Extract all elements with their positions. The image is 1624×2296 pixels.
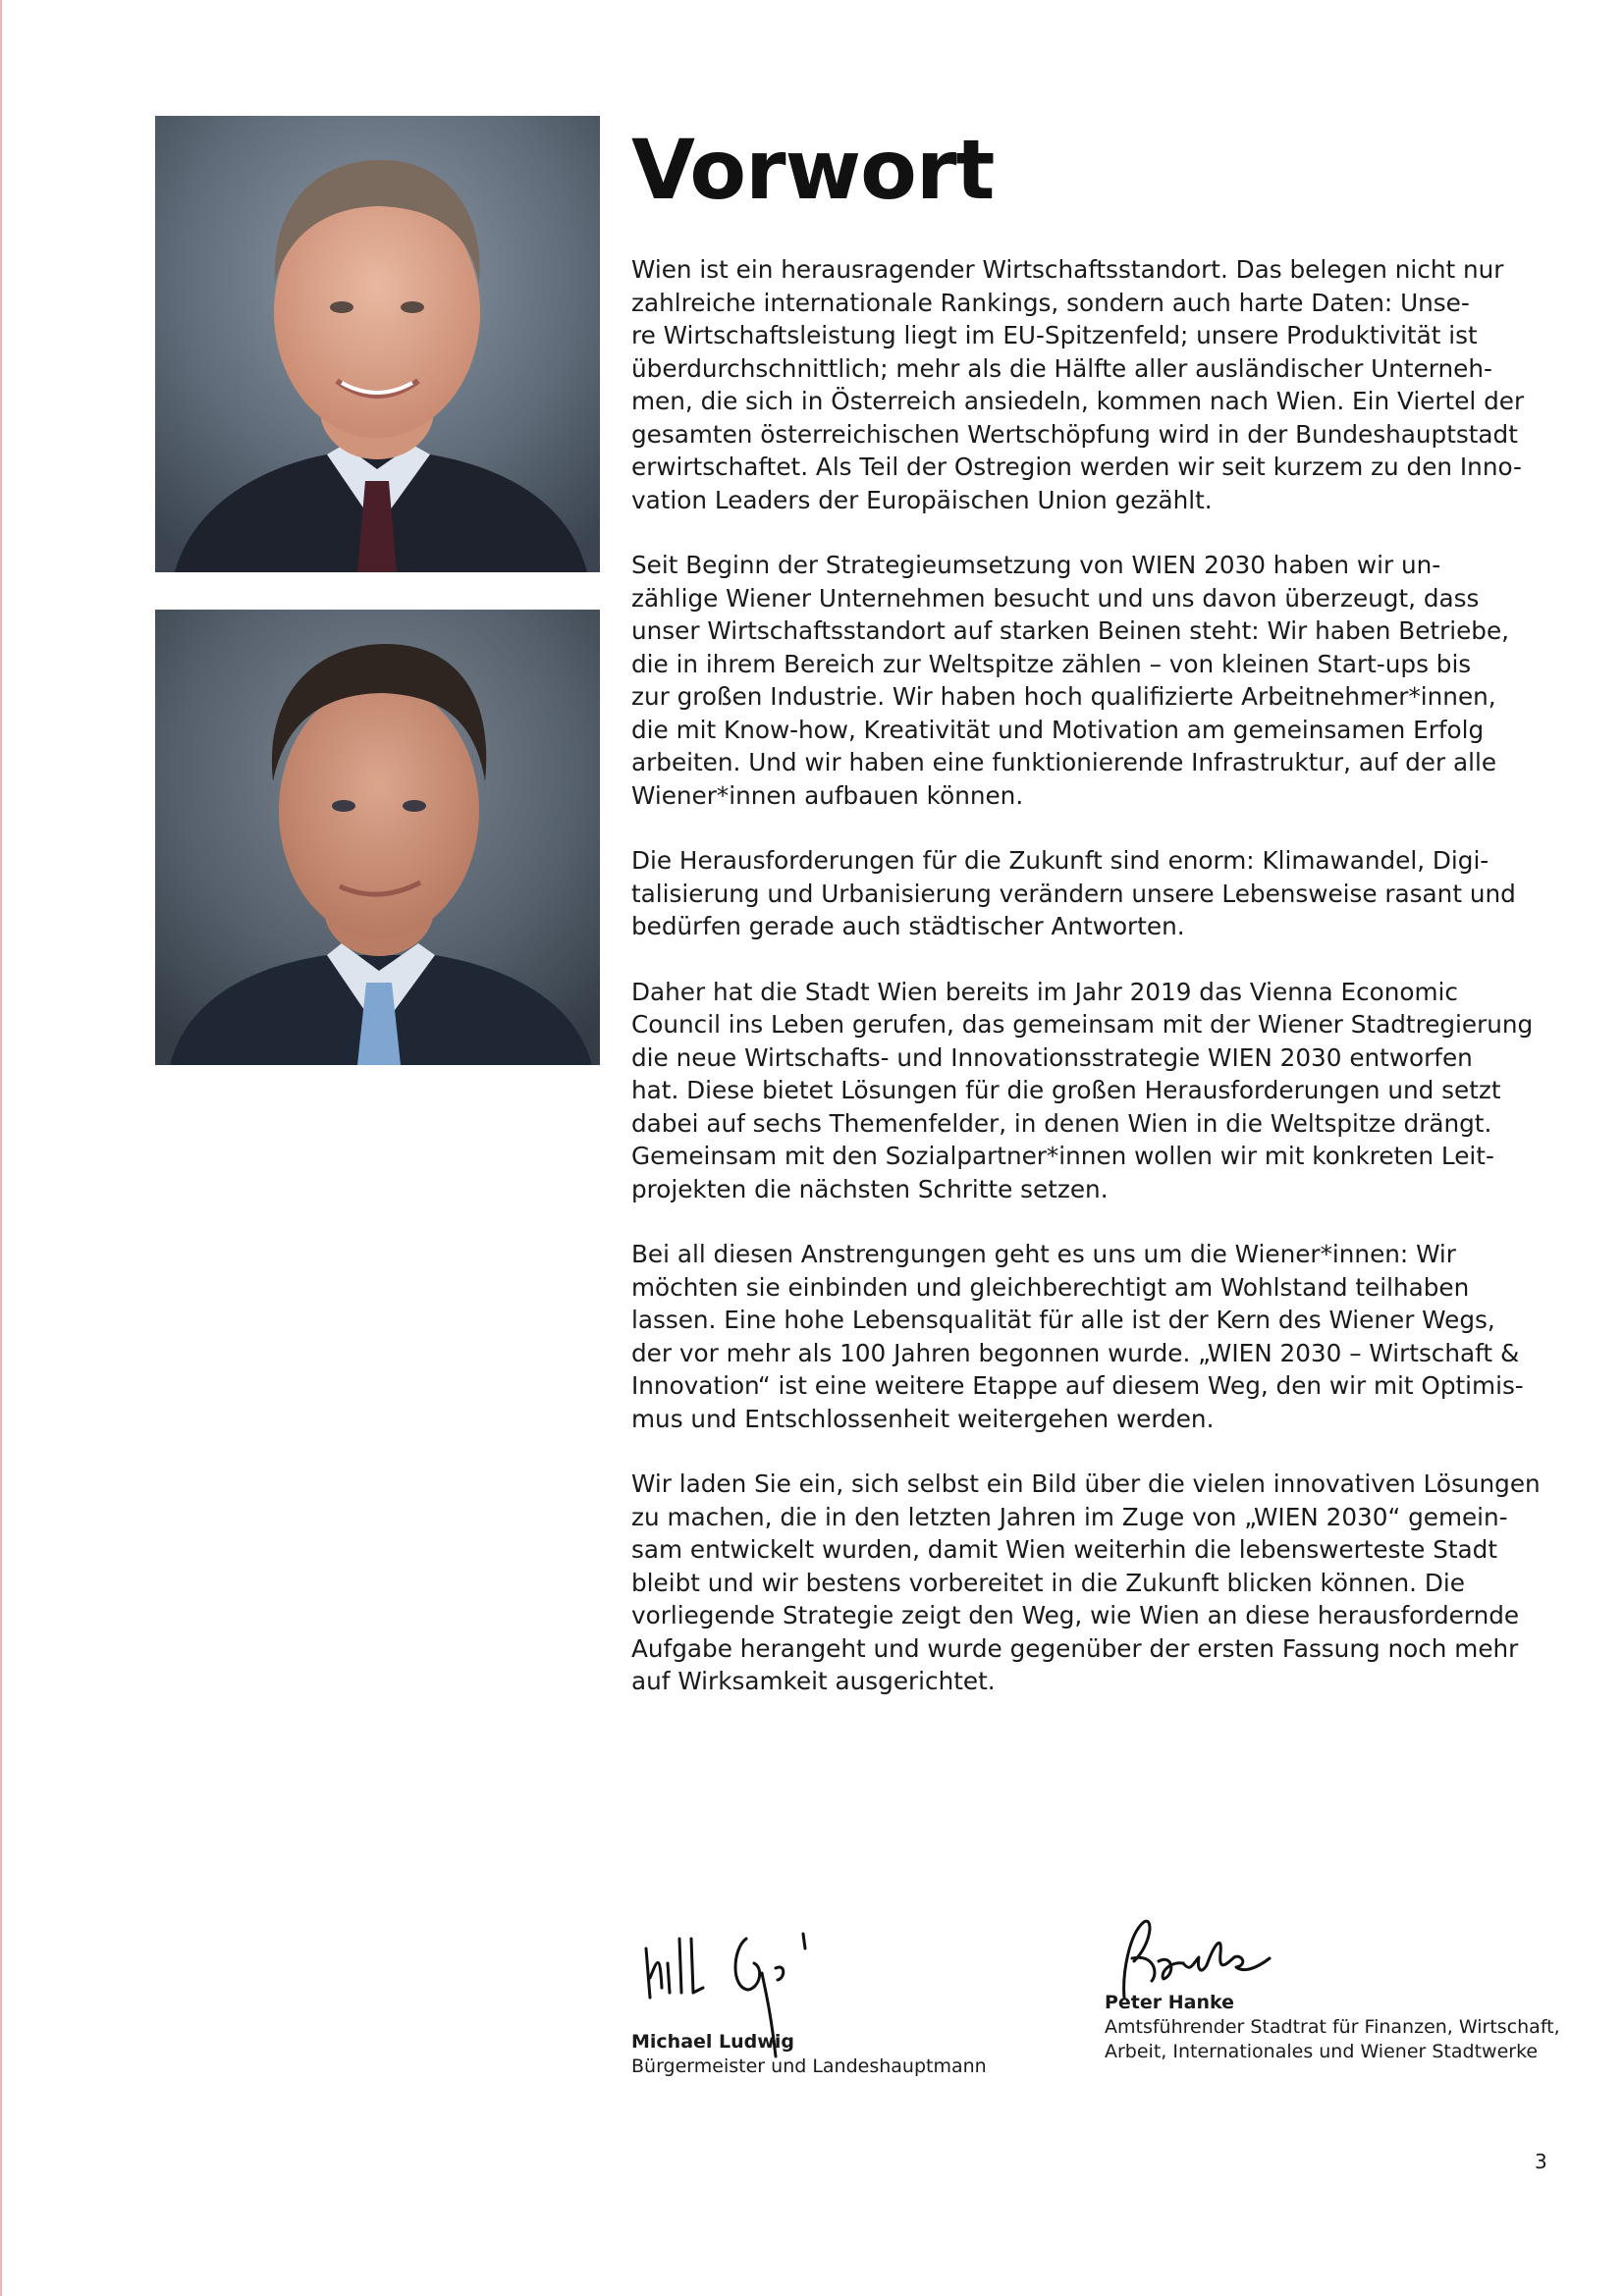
text-line: mus und Entschlossenheit weitergehen werden.	[631, 1404, 1215, 1433]
text-line: Innovation“ ist eine weitere Etappe auf diesem Weg, den wir mit Optimis-	[631, 1371, 1524, 1400]
text-line: Bei all diesen Anstrengungen geht es uns um die Wiener*innen: Wir	[631, 1240, 1456, 1268]
signatory-block-1	[631, 2030, 987, 2079]
text-line: Wiener*innen aufbauen können.	[631, 780, 1024, 810]
text-line: zu machen, die in den letzten Jahren im Zuge von „WIEN 2030“ gemein-	[631, 1502, 1508, 1531]
signatory-name: Peter Hanke	[1105, 1992, 1235, 2013]
text-line: die neue Wirtschafts- und Innovationsstrategie WIEN 2030 entworfen	[631, 1042, 1473, 1072]
text-line: die mit Know-how, Kreativität und Motivation am gemeinsamen Erfolg	[631, 715, 1485, 744]
text-line: Aufgabe herangeht und wurde gegenüber der ersten Fassung noch mehr	[631, 1633, 1519, 1663]
paragraph-5	[631, 1238, 1564, 1435]
text-line: arbeiten. Und wir haben eine funktionierende Infrastruktur, auf der alle	[631, 748, 1497, 776]
text-line: Daher hat die Stadt Wien bereits im Jahr 2019 das Vienna Economic	[631, 977, 1458, 1006]
text-line: talisierung und Urbanisierung verändern unsere Lebensweise rasant und	[631, 879, 1516, 908]
text-line: gesamten österreichischen Wertschöpfung wird in der Bundeshauptstadt	[631, 419, 1518, 449]
page-title: Vorwort	[631, 122, 995, 218]
text-line: auf Wirksamkeit ausgerichtet.	[631, 1667, 996, 1695]
portrait-photo-peter-hanke	[155, 610, 600, 1065]
text-line: unser Wirtschaftsstandort auf starken Beinen steht: Wir haben Betriebe,	[631, 616, 1510, 645]
text-line: überdurchschnittlich; mehr als die Hälfte aller ausländischer Unterneh-	[631, 353, 1492, 383]
paragraph-2	[631, 549, 1564, 812]
paragraph-3	[631, 844, 1564, 943]
text-line: erwirtschaftet. Als Teil der Ostregion werden wir seit kurzem zu den Inno-	[631, 453, 1522, 481]
paragraph-6	[631, 1468, 1564, 1698]
text-line: Seit Beginn der Strategieumsetzung von WIEN 2030 haben wir un-	[631, 551, 1441, 579]
text-line: bleibt und wir bestens vorbereitet in die Zukunft blicken können. Die	[631, 1568, 1465, 1597]
page-number: 3	[1535, 2150, 1547, 2173]
signatory-role: Amtsführender Stadtrat für Finanzen, Wirtschaft,	[1105, 2016, 1560, 2038]
text-line: die in ihrem Bereich zur Weltspitze zählen – von kleinen Start-ups bis	[631, 649, 1472, 678]
text-line: sam entwickelt wurden, damit Wien weiterhin die lebenswerteste Stadt	[631, 1535, 1498, 1564]
text-line: zählige Wiener Unternehmen besucht und uns davon überzeugt, dass	[631, 583, 1480, 613]
foreword-body	[631, 253, 1564, 1731]
text-line: Die Herausforderungen für die Zukunft sind enorm: Klimawandel, Digi-	[631, 846, 1489, 875]
signatory-name: Michael Ludwig	[631, 2031, 794, 2053]
text-line: Gemeinsam mit den Sozialpartner*innen wollen wir mit konkreten Leit-	[631, 1142, 1494, 1170]
page-edge-line	[0, 0, 2, 2296]
text-line: Council ins Leben gerufen, das gemeinsam mit der Wiener Stadtregierung	[631, 1010, 1534, 1039]
text-line: projekten die nächsten Schritte setzen.	[631, 1174, 1109, 1203]
text-line: der vor mehr als 100 Jahren begonnen wurde. „WIEN 2030 – Wirtschaft &	[631, 1338, 1520, 1367]
text-line: hat. Diese bietet Lösungen für die großen Herausforderungen und setzt	[631, 1076, 1501, 1104]
text-line: men, die sich in Österreich ansiedeln, kommen nach Wien. Ein Viertel der	[631, 387, 1525, 415]
text-line: vation Leaders der Europäischen Union gezählt.	[631, 485, 1213, 514]
paragraph-4	[631, 976, 1564, 1206]
paragraph-1	[631, 253, 1564, 516]
text-line: möchten sie einbinden und gleichberechtigt am Wohlstand teilhaben	[631, 1272, 1470, 1302]
text-line: re Wirtschaftsleistung liegt im EU-Spitzenfeld; unsere Produktivität ist	[631, 321, 1478, 349]
signatory-role: Arbeit, Internationales und Wiener Stadtwerke	[1105, 2041, 1539, 2062]
signature-peter-hanke	[1105, 1914, 1272, 2002]
text-line: lassen. Eine hohe Lebensqualität für alle ist der Kern des Wiener Wegs,	[631, 1306, 1495, 1334]
signatory-block-2	[1105, 1991, 1560, 2064]
text-line: dabei auf sechs Themenfelder, in denen Wien in die Weltspitze drängt.	[631, 1108, 1492, 1138]
text-line: Wir laden Sie ein, sich selbst ein Bild über die vielen innovativen Lösungen	[631, 1469, 1541, 1498]
text-line: zur großen Industrie. Wir haben hoch qualifizierte Arbeitnehmer*innen,	[631, 682, 1496, 711]
text-line: vorliegende Strategie zeigt den Weg, wie Wien an diese herausfordernde	[631, 1601, 1520, 1629]
text-line: bedürfen gerade auch städtischer Antworten.	[631, 912, 1185, 940]
signatory-role: Bürgermeister und Landeshauptmann	[631, 2056, 987, 2077]
text-line: zahlreiche internationale Rankings, sondern auch harte Daten: Unse-	[631, 288, 1470, 317]
portrait-photo-michael-ludwig	[155, 116, 600, 572]
text-line: Wien ist ein herausragender Wirtschaftsstandort. Das belegen nicht nur	[631, 255, 1504, 284]
